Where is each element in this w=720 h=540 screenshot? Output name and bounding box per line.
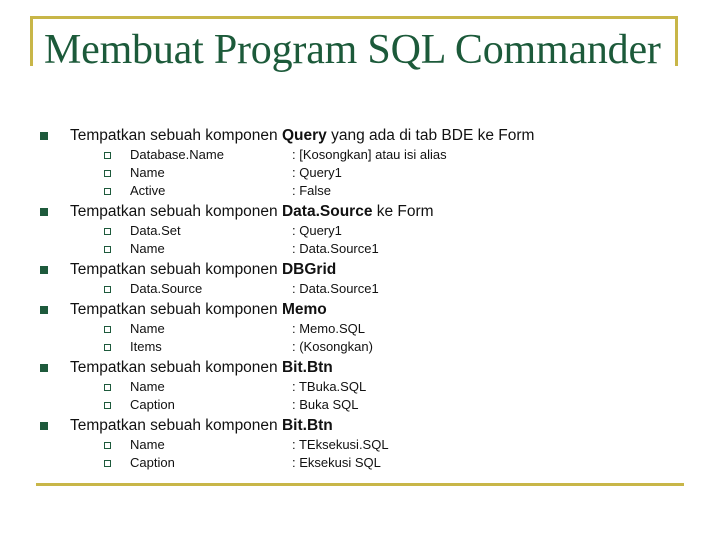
hollow-square-bullet-icon — [104, 188, 111, 195]
property-list — [70, 378, 676, 416]
property-value: : Query1 — [292, 223, 342, 238]
hollow-square-bullet-icon — [104, 442, 111, 449]
property-value: : TBuka.SQL — [292, 379, 367, 394]
bullet-item-bitbtn-buka — [36, 358, 676, 416]
hollow-square-bullet-icon — [104, 460, 111, 467]
property-row — [70, 280, 676, 298]
bullet-list — [36, 126, 676, 474]
bullet-text: Tempatkan sebuah komponen Bit.Btn — [70, 417, 333, 434]
property-name: Database.Name — [130, 147, 224, 162]
property-value: : False — [292, 183, 332, 198]
bullet-item-bitbtn-eksekusi — [36, 416, 676, 474]
property-name: Name — [130, 241, 165, 256]
hollow-square-bullet-icon — [104, 286, 111, 293]
hollow-square-bullet-icon — [104, 170, 111, 177]
bullet-text: Tempatkan sebuah komponen DBGrid — [70, 261, 337, 278]
bullet-text: Tempatkan sebuah komponen Query yang ada di tab BDE ke Form — [70, 127, 535, 144]
property-list — [70, 280, 676, 300]
property-list — [70, 146, 676, 202]
property-name: Name — [130, 437, 165, 452]
property-row — [70, 240, 676, 258]
property-name: Caption — [130, 397, 175, 412]
square-bullet-icon — [40, 306, 48, 314]
property-name: Name — [130, 379, 165, 394]
property-name: Caption — [130, 455, 175, 470]
property-value: : Data.Source1 — [292, 241, 379, 256]
property-value: : Data.Source1 — [292, 281, 379, 296]
property-name: Data.Source — [130, 281, 203, 296]
property-row — [70, 436, 676, 454]
property-value: : Buka SQL — [292, 397, 359, 412]
property-value: : [Kosongkan] atau isi alias — [292, 147, 447, 162]
frame-top-border — [30, 16, 678, 19]
frame-right-border — [675, 16, 678, 66]
hollow-square-bullet-icon — [104, 384, 111, 391]
property-row — [70, 146, 676, 164]
hollow-square-bullet-icon — [104, 152, 111, 159]
square-bullet-icon — [40, 364, 48, 372]
hollow-square-bullet-icon — [104, 326, 111, 333]
bullet-text: Tempatkan sebuah komponen Memo — [70, 301, 327, 318]
property-row — [70, 396, 676, 414]
square-bullet-icon — [40, 132, 48, 140]
property-value: : Eksekusi SQL — [292, 455, 381, 470]
hollow-square-bullet-icon — [104, 402, 111, 409]
square-bullet-icon — [40, 208, 48, 216]
property-row — [70, 378, 676, 396]
bullet-item-memo — [36, 300, 676, 358]
property-list — [70, 222, 676, 260]
hollow-square-bullet-icon — [104, 246, 111, 253]
bullet-text: Tempatkan sebuah komponen Bit.Btn — [70, 359, 333, 376]
property-value: : Memo.SQL — [292, 321, 365, 336]
property-name: Data.Set — [130, 223, 181, 238]
property-list — [70, 436, 676, 474]
slide-title: Membuat Program SQL Commander — [44, 27, 661, 73]
property-row — [70, 320, 676, 338]
bottom-divider — [36, 483, 684, 486]
property-row — [70, 338, 676, 356]
property-name: Active — [130, 183, 166, 198]
hollow-square-bullet-icon — [104, 228, 111, 235]
frame-left-border — [30, 16, 33, 66]
property-name: Items — [130, 339, 162, 354]
property-name: Name — [130, 165, 165, 180]
bullet-item-datasource — [36, 202, 676, 260]
property-row — [70, 182, 676, 200]
property-list — [70, 320, 676, 358]
bullet-item-query — [36, 126, 676, 202]
bullet-item-dbgrid — [36, 260, 676, 300]
property-row — [70, 454, 676, 472]
hollow-square-bullet-icon — [104, 344, 111, 351]
property-value: : (Kosongkan) — [292, 339, 373, 354]
property-row — [70, 164, 676, 182]
square-bullet-icon — [40, 422, 48, 430]
property-row — [70, 222, 676, 240]
property-value: : TEksekusi.SQL — [292, 437, 389, 452]
square-bullet-icon — [40, 266, 48, 274]
property-value: : Query1 — [292, 165, 342, 180]
property-name: Name — [130, 321, 165, 336]
bullet-text: Tempatkan sebuah komponen Data.Source ke Form — [70, 203, 434, 220]
